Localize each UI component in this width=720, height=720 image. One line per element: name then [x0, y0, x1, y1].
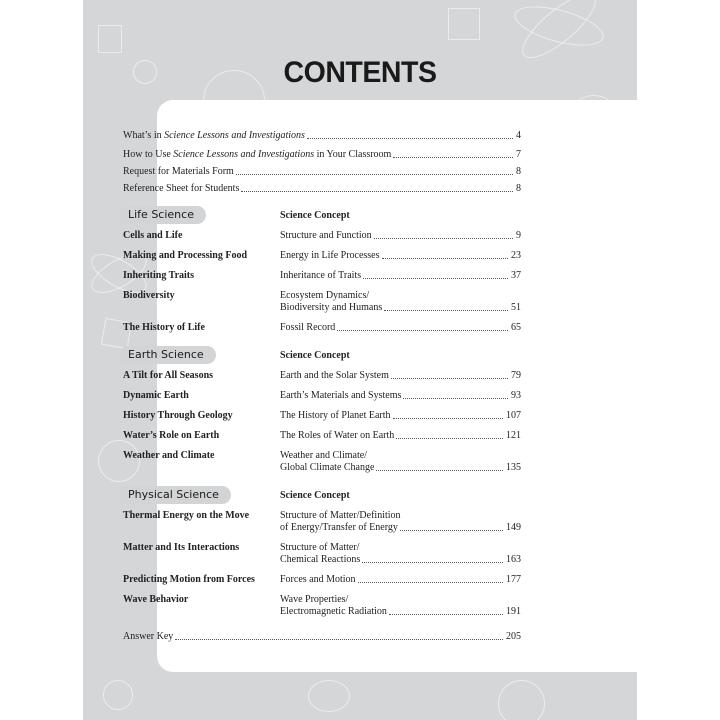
concept-entry[interactable] [280, 250, 521, 262]
leader-dots [337, 330, 508, 331]
lesson-title[interactable]: Dynamic Earth [123, 390, 189, 401]
concept-entry[interactable] [280, 390, 521, 402]
leader-dots [241, 191, 513, 192]
toc-entry-how-to-use[interactable] [123, 149, 521, 161]
concept-text: Earth and the Solar System [280, 370, 389, 381]
page-number: 7 [516, 149, 521, 160]
concept-entry[interactable] [280, 430, 521, 442]
page-number: 37 [511, 270, 521, 281]
entry-text: Request for Materials Form [123, 166, 234, 177]
leader-dots [175, 639, 503, 640]
lesson-title[interactable]: History Through Geology [123, 410, 233, 421]
lesson-title[interactable]: Cells and Life [123, 230, 183, 241]
concept-text: Global Climate Change [280, 462, 375, 473]
lesson-title[interactable]: Weather and Climate [123, 450, 215, 461]
brain-doodle-icon [308, 680, 350, 712]
leader-dots [363, 278, 508, 279]
concept-entry[interactable] [280, 270, 521, 282]
concept-line1: Structure of Matter/ [280, 542, 360, 553]
concept-entry[interactable] [280, 522, 521, 534]
section-pill-earth-science: Earth Science [119, 346, 216, 364]
lesson-title[interactable]: Predicting Motion from Forces [123, 574, 255, 585]
page-number: 51 [511, 302, 521, 313]
toc-entry-answer-key[interactable] [123, 631, 521, 643]
concept-text: The Roles of Water on Earth [280, 430, 395, 441]
concept-entry[interactable] [280, 606, 521, 618]
lesson-title[interactable]: Inheriting Traits [123, 270, 195, 281]
page-number: 149 [506, 522, 521, 533]
leader-dots [376, 470, 503, 471]
concept-line1: Structure of Matter/Definition [280, 510, 401, 521]
concept-text: Earth’s Materials and Systems [280, 390, 402, 401]
section-pill-life-science: Life Science [119, 206, 206, 224]
concept-line1: Ecosystem Dynamics/ [280, 290, 370, 301]
concept-text: Electromagnetic Radiation [280, 606, 387, 617]
leader-dots [374, 238, 513, 239]
lesson-title[interactable]: Wave Behavior [123, 594, 189, 605]
entry-italic-title: Science Lessons and Investigations [164, 130, 305, 141]
page-number: 135 [506, 462, 521, 473]
concept-entry[interactable] [280, 230, 521, 242]
entry-italic-title: Science Lessons and Investigations [173, 149, 315, 160]
concept-entry[interactable] [280, 574, 521, 586]
concept-column-header: Science Concept [280, 350, 350, 361]
lesson-title[interactable]: A Tilt for All Seasons [123, 370, 214, 381]
page-number: 177 [506, 574, 521, 585]
concept-line1: Wave Properties/ [280, 594, 349, 605]
concept-text: Forces and Motion [280, 574, 356, 585]
concept-text: The History of Planet Earth [280, 410, 391, 421]
concept-entry[interactable] [280, 462, 521, 474]
page-number: 93 [511, 390, 521, 401]
concept-text: Inheritance of Traits [280, 270, 362, 281]
lesson-title[interactable]: Making and Processing Food [123, 250, 247, 261]
concept-text: of Energy/Transfer of Energy [280, 522, 398, 533]
lesson-title[interactable]: Thermal Energy on the Move [123, 510, 250, 521]
page-number: 65 [511, 322, 521, 333]
entry-text: How to Use [123, 149, 174, 160]
leader-dots [400, 530, 503, 531]
leader-dots [358, 582, 503, 583]
concept-entry[interactable] [280, 322, 521, 334]
leader-dots [382, 258, 508, 259]
toc-entry-whats-in[interactable] [123, 130, 521, 142]
entry-text: Answer Key [123, 631, 174, 642]
concept-text: Chemical Reactions [280, 554, 361, 565]
entry-text: Reference Sheet for Students [123, 183, 240, 194]
page-number: 163 [506, 554, 521, 565]
page-number: 8 [516, 183, 521, 194]
section-pill-physical-science: Physical Science [119, 486, 231, 504]
concept-entry[interactable] [280, 410, 521, 422]
box-doodle-icon [98, 25, 122, 53]
lesson-title[interactable]: Biodiversity [123, 290, 175, 301]
concept-entry[interactable] [280, 554, 521, 566]
leader-dots [389, 614, 503, 615]
concept-text: Biodiversity and Humans [280, 302, 383, 313]
globe-doodle-icon [498, 680, 545, 720]
cube-doodle-icon [448, 8, 480, 40]
leader-dots [384, 310, 508, 311]
leader-dots [236, 174, 513, 175]
microscope-doodle-icon [98, 440, 140, 482]
leader-dots [362, 562, 503, 563]
toc-entry-reference-sheet[interactable] [123, 183, 521, 195]
page-number: 8 [516, 166, 521, 177]
concept-text: Structure and Function [280, 230, 372, 241]
concept-text: Energy in Life Processes [280, 250, 380, 261]
page-number: 9 [516, 230, 521, 241]
leader-dots [307, 138, 513, 139]
toc-entry-request-form[interactable] [123, 166, 521, 178]
leader-dots [391, 378, 508, 379]
entry-text: in Your Classroom [314, 149, 392, 160]
page-number: 4 [516, 130, 521, 141]
leader-dots [393, 157, 513, 158]
leader-dots [403, 398, 508, 399]
page-number: 107 [506, 410, 521, 421]
lesson-title[interactable]: The History of Life [123, 322, 205, 333]
page-number: 23 [511, 250, 521, 261]
leader-dots [396, 438, 503, 439]
leader-dots [393, 418, 503, 419]
concept-column-header: Science Concept [280, 210, 350, 221]
concept-line1: Weather and Climate/ [280, 450, 367, 461]
concept-entry[interactable] [280, 302, 521, 314]
page-title: CONTENTS [283, 56, 437, 89]
flask-doodle-icon [103, 680, 133, 710]
entry-text: What’s in [123, 130, 165, 141]
concept-text: Fossil Record [280, 322, 336, 333]
page-number: 191 [506, 606, 521, 617]
concept-column-header: Science Concept [280, 490, 350, 501]
page-number: 205 [506, 631, 521, 642]
page-number: 79 [511, 370, 521, 381]
page-number: 121 [506, 430, 521, 441]
lesson-title[interactable]: Matter and Its Interactions [123, 542, 240, 553]
concept-entry[interactable] [280, 370, 521, 382]
lesson-title[interactable]: Water’s Role on Earth [123, 430, 220, 441]
